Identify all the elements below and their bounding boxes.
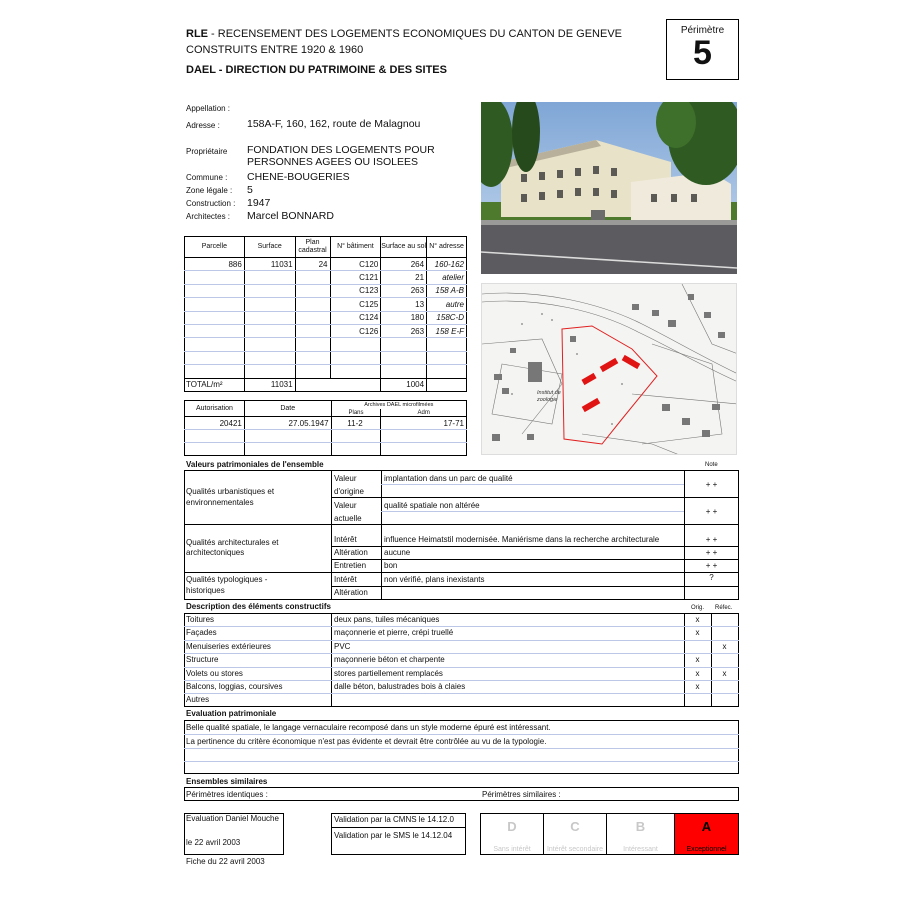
parcel-cell bbox=[185, 298, 245, 311]
parcel-cell: 158 A-B bbox=[427, 284, 467, 297]
entretien-label: Entretien bbox=[334, 561, 367, 570]
parcel-cell bbox=[185, 324, 245, 337]
header-title bbox=[186, 26, 622, 58]
typo-interet-text: non vérifié, plans inexistants bbox=[384, 575, 485, 584]
urb-origine-note: + + bbox=[705, 480, 718, 489]
total-label: TOTAL/m² bbox=[185, 378, 245, 391]
valeur-origine-label: Valeur bbox=[334, 474, 357, 483]
evaluator-name: Evaluation Daniel Mouche bbox=[186, 814, 279, 823]
parcel-total-row bbox=[185, 378, 467, 391]
parcel-cell bbox=[244, 311, 295, 324]
urb-label-1: Qualités urbanistiques et bbox=[186, 487, 275, 496]
perimetre-box bbox=[666, 19, 739, 80]
auth-header: Archives DAEL microfilmées bbox=[331, 401, 466, 410]
parcel-cell bbox=[381, 351, 427, 364]
element-orig-mark: x bbox=[695, 682, 700, 691]
grade-d bbox=[480, 813, 544, 855]
valeur-actuelle-label: Valeur bbox=[334, 501, 357, 510]
note-label: Note bbox=[705, 462, 718, 468]
building-photo bbox=[481, 102, 737, 274]
auth-cell: 27.05.1947 bbox=[244, 417, 331, 430]
element-label: Structure bbox=[186, 655, 219, 665]
parcel-cell bbox=[295, 284, 330, 297]
element-orig-mark: x bbox=[695, 668, 700, 678]
parcel-cell: atelier bbox=[427, 271, 467, 284]
grade-b-letter: B bbox=[635, 819, 646, 834]
element-text: PVC bbox=[334, 641, 351, 651]
parcel-cell: C124 bbox=[330, 311, 381, 324]
grade-a-label: Exceptionnel bbox=[686, 846, 727, 853]
parcel-cell bbox=[185, 284, 245, 297]
zone-label: Zone légale : bbox=[186, 186, 233, 195]
arch-label-1: Qualités architecturales et bbox=[186, 538, 279, 547]
adresse-value: 158A-F, 160, 162, route de Malagnou bbox=[247, 118, 421, 130]
element-orig-mark: x bbox=[695, 628, 700, 638]
table-row bbox=[185, 258, 467, 271]
map-label-2: zoologie bbox=[537, 397, 558, 403]
parcel-cell bbox=[185, 271, 245, 284]
evaluation-line-2: La pertinence du critère économique n'est pas évidente et devrait être contrôlée au vu de la typologie. bbox=[186, 737, 547, 746]
adresse-label: Adresse : bbox=[186, 121, 220, 130]
commune-label: Commune : bbox=[186, 173, 228, 182]
parcel-cell: 13 bbox=[381, 298, 427, 311]
element-refec-mark: x bbox=[722, 641, 727, 651]
parcel-cell bbox=[295, 271, 330, 284]
parcel-header: Plan cadastral bbox=[295, 237, 330, 258]
parcel-cell bbox=[427, 351, 467, 364]
cadastral-map bbox=[481, 283, 737, 455]
parcel-cell bbox=[185, 338, 245, 351]
table-row bbox=[185, 365, 467, 378]
table-row bbox=[185, 271, 467, 284]
parcel-cell: 24 bbox=[295, 258, 330, 271]
element-refec-mark: x bbox=[722, 668, 727, 678]
parcel-cell bbox=[244, 271, 295, 284]
grade-b-label: Intéressant bbox=[623, 846, 658, 853]
parcel-cell bbox=[295, 324, 330, 337]
elements-title: Description des éléments constructifs bbox=[186, 602, 331, 611]
parcel-cell bbox=[427, 338, 467, 351]
parcel-cell: 160-162 bbox=[427, 258, 467, 271]
total-empty bbox=[295, 378, 381, 391]
parcel-header: Surface au sol bbox=[381, 237, 427, 258]
urb-actuelle-note: + + bbox=[705, 507, 718, 516]
parcel-cell bbox=[330, 351, 381, 364]
element-text: dalle béton, balustrades bois à claies bbox=[334, 682, 466, 691]
parcel-cell bbox=[244, 338, 295, 351]
typo-alteration-label: Altération bbox=[334, 588, 368, 597]
parcel-cell: C121 bbox=[330, 271, 381, 284]
parcel-cell bbox=[330, 365, 381, 378]
parcel-cell bbox=[185, 311, 245, 324]
perimetre-label: Périmètre bbox=[680, 25, 725, 36]
commune-value: CHENE-BOUGERIES bbox=[247, 171, 350, 183]
table-row bbox=[185, 351, 467, 364]
parcel-cell bbox=[295, 311, 330, 324]
auth-header: Autorisation bbox=[185, 401, 245, 417]
grade-a-letter: A bbox=[701, 819, 712, 834]
arch-entretien-note: + + bbox=[705, 561, 718, 570]
architectes-value: Marcel BONNARD bbox=[247, 210, 334, 222]
table-row bbox=[185, 311, 467, 324]
element-label: Volets ou stores bbox=[186, 668, 243, 678]
map-label-1: Institut de bbox=[537, 390, 561, 396]
parcel-cell bbox=[295, 298, 330, 311]
perimetres-identiques: Périmètres identiques : bbox=[186, 790, 268, 799]
element-label: Façades bbox=[186, 628, 217, 638]
element-text: maçonnerie et pierre, crépi truellé bbox=[334, 628, 454, 638]
validation-sms: Validation par le SMS le 14.12.04 bbox=[334, 831, 453, 840]
proprietaire-label: Propriétaire bbox=[186, 147, 228, 156]
table-row bbox=[185, 284, 467, 297]
parcel-cell bbox=[244, 284, 295, 297]
valeurs-title: Valeurs patrimoniales de l'ensemble bbox=[186, 460, 324, 469]
grade-a-selected bbox=[674, 813, 739, 855]
auth-cell: 17-71 bbox=[381, 417, 467, 430]
arch-entretien-text: bon bbox=[384, 561, 398, 570]
typo-interet-label: Intérêt bbox=[334, 575, 357, 584]
parcel-cell bbox=[295, 338, 330, 351]
table-row bbox=[185, 338, 467, 351]
element-text: stores partiellement remplacés bbox=[334, 668, 443, 678]
arch-interet-text: influence Heimatstil modernisée. Maniérisme dans la recherche architecturale bbox=[384, 535, 660, 544]
grade-c-label: Intérêt secondaire bbox=[546, 846, 604, 853]
urb-origine-text: implantation dans un parc de qualité bbox=[384, 474, 513, 483]
parcel-cell: autre bbox=[427, 298, 467, 311]
auth-cell: 11-2 bbox=[331, 417, 381, 430]
actuelle-label: actuelle bbox=[334, 514, 362, 523]
parcel-cell bbox=[244, 324, 295, 337]
proprietaire-line2: PERSONNES AGEES OU ISOLEES bbox=[247, 156, 418, 168]
grade-b bbox=[606, 813, 675, 855]
appellation-label: Appellation : bbox=[186, 104, 231, 113]
proprietaire-line1: FONDATION DES LOGEMENTS POUR bbox=[247, 144, 435, 156]
auth-header: Plans bbox=[331, 409, 381, 416]
auth-header: Adm bbox=[381, 409, 467, 416]
parcel-cell bbox=[244, 351, 295, 364]
parcel-cell: 264 bbox=[381, 258, 427, 271]
arch-label-2: architectoniques bbox=[186, 548, 245, 557]
interet-label: Intérêt bbox=[334, 535, 357, 544]
element-label: Autres bbox=[186, 695, 210, 705]
urb-label-2: environnementales bbox=[186, 498, 254, 507]
total-surface: 11031 bbox=[244, 378, 295, 391]
element-label: Toitures bbox=[186, 615, 215, 624]
parcel-cell bbox=[185, 351, 245, 364]
dael-heading: DAEL - DIRECTION DU PATRIMOINE & DES SITES bbox=[186, 64, 447, 76]
origine-label: d'origine bbox=[334, 487, 364, 496]
grade-d-label: Sans intérêt bbox=[493, 846, 531, 853]
element-orig-mark: x bbox=[695, 615, 700, 624]
element-text: deux pans, tuiles mécaniques bbox=[334, 615, 440, 624]
parcel-header: N° adresse bbox=[427, 237, 467, 258]
zone-value: 5 bbox=[247, 184, 253, 196]
parcel-cell bbox=[244, 365, 295, 378]
element-text: maçonnerie béton et charpente bbox=[334, 655, 445, 665]
element-label: Menuiseries extérieures bbox=[186, 641, 271, 651]
parcel-cell bbox=[295, 351, 330, 364]
construction-label: Construction : bbox=[186, 199, 236, 208]
table-row bbox=[185, 443, 467, 456]
perimetre-number: 5 bbox=[693, 34, 712, 72]
table-row bbox=[185, 324, 467, 337]
parcel-cell: 21 bbox=[381, 271, 427, 284]
parcel-cell: 180 bbox=[381, 311, 427, 324]
proprietaire-value bbox=[247, 144, 435, 168]
parcel-cell bbox=[295, 365, 330, 378]
construction-value: 1947 bbox=[247, 197, 271, 209]
perimetres-similaires: Périmètres similaires : bbox=[482, 790, 561, 799]
architectes-label: Architectes : bbox=[186, 212, 231, 221]
element-orig-mark: x bbox=[695, 655, 700, 665]
grade-c bbox=[543, 813, 607, 855]
parcel-cell bbox=[330, 338, 381, 351]
element-label: Balcons, loggias, coursives bbox=[186, 682, 283, 691]
evaluation-title: Evaluation patrimoniale bbox=[186, 709, 277, 718]
alteration-label: Altération bbox=[334, 548, 368, 557]
parcel-cell: 11031 bbox=[244, 258, 295, 271]
orig-label: Orig. bbox=[691, 605, 705, 611]
parcel-cell bbox=[244, 298, 295, 311]
arch-alteration-text: aucune bbox=[384, 548, 411, 557]
parcel-table bbox=[184, 236, 467, 392]
parcel-header: Parcelle bbox=[185, 237, 245, 258]
parcel-cell: 158C-D bbox=[427, 311, 467, 324]
total-empty bbox=[427, 378, 467, 391]
evaluation-line-1: Belle qualité spatiale, le langage vernaculaire recomposé dans un style moderne épuré est intéressant. bbox=[186, 723, 551, 732]
auth-cell: 20421 bbox=[185, 417, 245, 430]
header-line1: - RECENSEMENT DES LOGEMENTS ECONOMIQUES DU CANTON DE GENEVE bbox=[208, 28, 622, 40]
parcel-cell bbox=[381, 365, 427, 378]
grade-c-letter: C bbox=[570, 819, 580, 834]
refec-label: Réfec. bbox=[715, 605, 733, 611]
urb-actuelle-text: qualité spatiale non altérée bbox=[384, 501, 480, 510]
parcel-cell: C126 bbox=[330, 324, 381, 337]
total-sol: 1004 bbox=[381, 378, 427, 391]
parcel-cell: 263 bbox=[381, 284, 427, 297]
parcel-header: Surface bbox=[244, 237, 295, 258]
grade-d-letter: D bbox=[507, 819, 517, 834]
evaluation-date: le 22 avril 2003 bbox=[186, 838, 241, 847]
parcel-cell: 886 bbox=[185, 258, 245, 271]
typo-label-2: historiques bbox=[186, 586, 225, 595]
arch-interet-note: + + bbox=[705, 535, 718, 544]
authorization-table bbox=[184, 400, 467, 456]
table-row bbox=[185, 417, 467, 430]
auth-header: Date bbox=[244, 401, 331, 417]
table-row bbox=[185, 430, 467, 443]
parcel-cell: C120 bbox=[330, 258, 381, 271]
parcel-cell: C125 bbox=[330, 298, 381, 311]
parcel-cell: 158 E-F bbox=[427, 324, 467, 337]
parcel-cell: 263 bbox=[381, 324, 427, 337]
typo-interet-note: ? bbox=[709, 573, 714, 582]
rle-abbrev: RLE bbox=[186, 28, 208, 40]
validation-cmns: Validation par la CMNS le 14.12.0 bbox=[334, 815, 454, 824]
parcel-cell bbox=[427, 365, 467, 378]
parcel-cell bbox=[185, 365, 245, 378]
arch-alteration-note: + + bbox=[705, 548, 718, 557]
parcel-cell: C123 bbox=[330, 284, 381, 297]
fiche-date: Fiche du 22 avril 2003 bbox=[186, 857, 265, 866]
ensembles-title: Ensembles similaires bbox=[186, 777, 268, 786]
parcel-header: N° bâtiment bbox=[330, 237, 381, 258]
typo-label-1: Qualités typologiques - bbox=[186, 575, 268, 584]
table-row bbox=[185, 298, 467, 311]
parcel-cell bbox=[381, 338, 427, 351]
header-line2: CONSTRUITS ENTRE 1920 & 1960 bbox=[186, 44, 364, 56]
